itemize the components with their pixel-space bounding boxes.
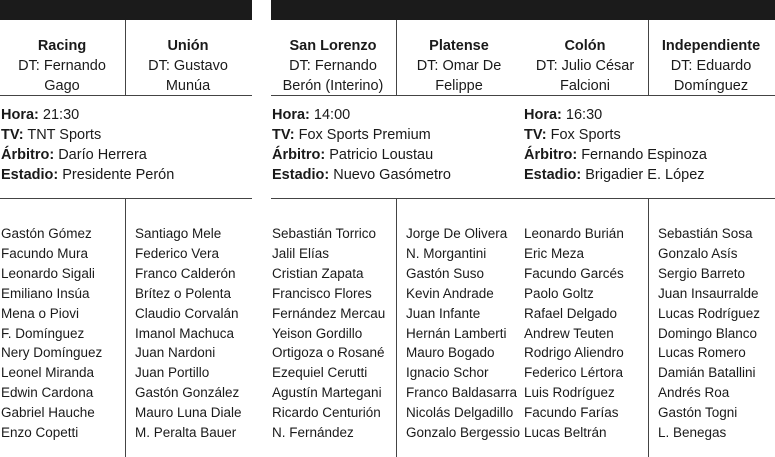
player-name: N. Fernández	[272, 425, 354, 441]
stadium-label: Estadio:	[524, 167, 582, 183]
player-name: Franco Calderón	[135, 265, 236, 281]
away-team-coach: DT: Eduardo Domínguez	[670, 58, 752, 94]
stadium-value: Brigadier E. López	[585, 167, 705, 183]
player-name: Sebastián Sosa	[658, 226, 753, 241]
match-tv	[1, 125, 252, 145]
player-name: N. Morgantini	[406, 245, 487, 261]
match-tv	[524, 125, 775, 145]
player-name: Imanol Machuca	[135, 325, 235, 341]
player-name: Juan Insaurralde	[658, 285, 759, 301]
home-team-name: San Lorenzo	[289, 38, 377, 54]
away-team-coach: DT: Omar De Felippe	[416, 58, 502, 94]
time-value: 14:00	[313, 107, 351, 123]
match-column	[523, 0, 775, 457]
player-name: Gastón Suso	[406, 265, 485, 281]
match-column	[0, 0, 252, 457]
home-team-name: Racing	[37, 38, 87, 54]
player-name: Facundo Mura	[1, 245, 89, 261]
player-name: Agustín Martegani	[272, 385, 382, 401]
player-name: Andrés Roa	[658, 385, 730, 401]
referee-label: Árbitro:	[272, 147, 326, 163]
tv-value: Fox Sports	[550, 127, 621, 143]
player-name: Gastón González	[135, 385, 240, 401]
time-label: Hora:	[272, 107, 310, 123]
match-referee	[1, 145, 252, 165]
away-team-name: Platense	[429, 38, 489, 54]
player-name: Luis Rodríguez	[524, 385, 615, 401]
home-team-coach: DT: Fernando Gago	[18, 58, 106, 94]
away-lineup	[406, 224, 520, 443]
player-name: Yeison Gordillo	[272, 325, 363, 341]
time-label: Hora:	[524, 107, 562, 123]
match-referee	[524, 145, 775, 165]
stadium-value: Presidente Perón	[62, 167, 175, 183]
away-lineup	[135, 224, 242, 443]
player-name: Rafael Delgado	[524, 305, 618, 321]
player-name: Hernán Lamberti	[406, 325, 507, 341]
teams-header	[0, 20, 252, 96]
time-value: 16:30	[565, 107, 603, 123]
teams-header	[271, 20, 523, 96]
tv-value: Fox Sports Premium	[298, 127, 431, 143]
player-name: Enzo Copetti	[1, 425, 79, 441]
player-name: Mauro Bogado	[406, 345, 495, 361]
player-name: Gonzalo Bergessio	[406, 425, 521, 441]
lineup-divider	[648, 199, 649, 457]
referee-value: Patricio Loustau	[329, 147, 434, 163]
match-referee	[272, 145, 523, 165]
player-name: Edwin Cardona	[1, 385, 94, 401]
player-name: Franco Baldasarra	[406, 385, 518, 401]
lineups	[0, 199, 252, 457]
match-time	[272, 105, 523, 125]
match-info	[0, 96, 252, 199]
away-team	[649, 20, 773, 95]
match-tv	[272, 125, 523, 145]
match-info	[271, 96, 523, 199]
player-name: Fernández Mercau	[272, 305, 386, 321]
player-name: Ortigoza o Rosané	[272, 345, 385, 361]
player-name: Domingo Blanco	[658, 325, 758, 341]
stadium-value: Nuevo Gasómetro	[333, 167, 451, 183]
tv-label: TV:	[1, 127, 24, 143]
header-bar	[0, 0, 252, 20]
header-bar	[271, 0, 523, 20]
home-team	[523, 20, 647, 95]
player-name: Ezequiel Cerutti	[272, 365, 368, 381]
lineups	[523, 199, 775, 457]
player-name: Nery Domínguez	[1, 345, 103, 361]
player-name: Cristian Zapata	[272, 265, 364, 281]
player-name: Claudio Corvalán	[135, 305, 239, 321]
match-stadium	[1, 165, 252, 185]
lineups	[271, 199, 523, 457]
home-team-coach: DT: Julio César Falcioni	[535, 58, 635, 94]
player-name: Sebastián Torrico	[272, 226, 377, 241]
player-name: Federico Vera	[135, 245, 220, 261]
away-lineup	[658, 224, 760, 443]
player-name: Facundo Farías	[524, 405, 619, 421]
player-name: M. Peralta Bauer	[135, 425, 237, 441]
stadium-label: Estadio:	[272, 167, 330, 183]
player-name: Gonzalo Asís	[658, 245, 738, 261]
player-name: Juan Nardoni	[135, 345, 216, 361]
player-name: Juan Infante	[406, 305, 481, 321]
player-name: Facundo Garcés	[524, 265, 624, 281]
home-team	[271, 20, 395, 95]
player-name: Andrew Teuten	[524, 325, 614, 341]
player-name: Brítez o Polenta	[135, 285, 232, 301]
home-team	[0, 20, 124, 95]
match-column	[271, 0, 523, 457]
away-team-name: Independiente	[661, 38, 761, 54]
teams-header	[523, 20, 775, 96]
match-stadium	[272, 165, 523, 185]
player-name: Gastón Togni	[658, 405, 738, 421]
referee-label: Árbitro:	[1, 147, 55, 163]
player-name: Damián Batallini	[658, 365, 756, 381]
away-team-coach: DT: Gustavo Munúa	[148, 58, 228, 94]
player-name: Francisco Flores	[272, 285, 372, 301]
tv-label: TV:	[272, 127, 295, 143]
player-name: Ignacio Schor	[406, 365, 489, 381]
player-name: Leonardo Sigali	[1, 265, 95, 281]
player-name: Lucas Romero	[658, 345, 746, 361]
player-name: Nicolás Delgadillo	[406, 405, 514, 421]
match-stadium	[524, 165, 775, 185]
player-name: Gabriel Hauche	[1, 405, 95, 421]
stadium-label: Estadio:	[1, 167, 59, 183]
home-lineup	[524, 224, 624, 443]
match-info	[523, 96, 775, 199]
home-team-coach: DT: Fernando Berón (Interino)	[282, 58, 384, 94]
player-name: Jorge De Olivera	[406, 226, 508, 241]
player-name: Jalil Elías	[272, 245, 330, 261]
referee-value: Fernando Espinoza	[581, 147, 707, 163]
tv-label: TV:	[524, 127, 547, 143]
referee-label: Árbitro:	[524, 147, 578, 163]
player-name: L. Benegas	[658, 425, 727, 441]
home-lineup	[1, 224, 102, 443]
time-label: Hora:	[1, 107, 39, 123]
player-name: Kevin Andrade	[406, 285, 494, 301]
header-bar	[523, 0, 775, 20]
player-name: Juan Portillo	[135, 365, 210, 381]
home-lineup	[272, 224, 385, 443]
away-team	[397, 20, 521, 95]
player-name: Gastón Gómez	[1, 226, 92, 241]
lineup-divider	[396, 199, 397, 457]
home-team-name: Colón	[564, 38, 606, 54]
tv-value: TNT Sports	[27, 127, 102, 143]
player-name: Eric Meza	[524, 245, 585, 261]
referee-value: Darío Herrera	[58, 147, 147, 163]
player-name: Leonardo Burián	[524, 226, 624, 241]
player-name: Paolo Goltz	[524, 285, 594, 301]
player-name: F. Domínguez	[1, 325, 85, 341]
player-name: Mauro Luna Diale	[135, 405, 242, 421]
player-name: Mena o Piovi	[1, 305, 80, 321]
player-name: Lucas Rodríguez	[658, 305, 761, 321]
player-name: Sergio Barreto	[658, 265, 746, 281]
away-team-name: Unión	[167, 38, 209, 54]
match-time	[1, 105, 252, 125]
player-name: Lucas Beltrán	[524, 425, 607, 441]
player-name: Ricardo Centurión	[272, 405, 381, 421]
match-time	[524, 105, 775, 125]
lineup-divider	[125, 199, 126, 457]
away-team	[126, 20, 250, 95]
player-name: Emiliano Insúa	[1, 285, 90, 301]
player-name: Federico Lértora	[524, 365, 624, 381]
player-name: Leonel Miranda	[1, 365, 95, 381]
player-name: Rodrigo Aliendro	[524, 345, 624, 361]
time-value: 21:30	[42, 107, 80, 123]
player-name: Santiago Mele	[135, 226, 222, 241]
